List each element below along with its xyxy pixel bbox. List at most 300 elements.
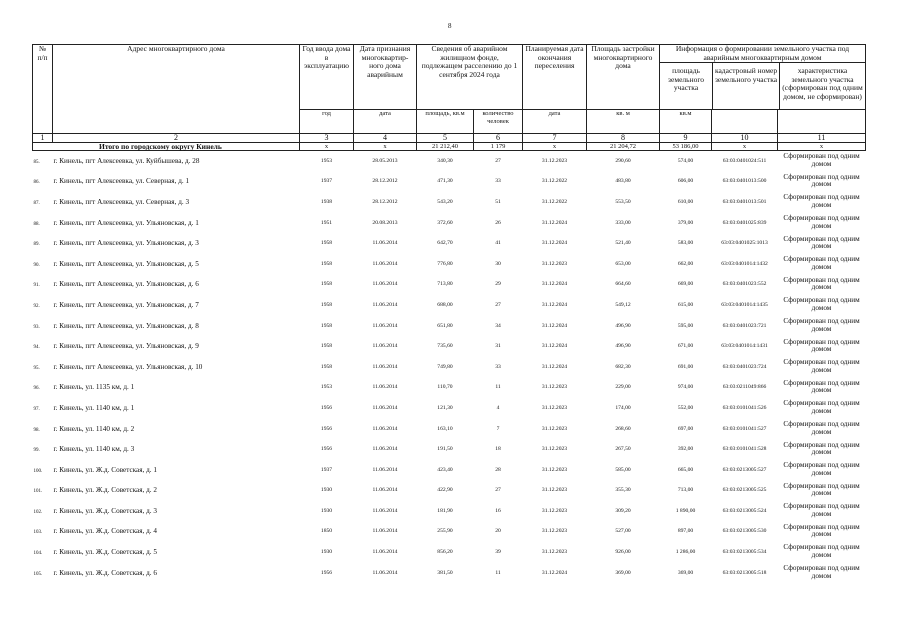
row-cadastral: 63:03:0213005:534: [722, 549, 767, 556]
row-building-area: 333,00: [615, 219, 631, 226]
row-building-area: 527,00: [615, 528, 631, 535]
row-year: 1956: [320, 425, 333, 432]
row-address: г. Кинель, ул. Ж.д. Советская, д. 1: [53, 465, 157, 474]
col-num: 7: [523, 134, 587, 143]
row-area: 372,60: [437, 219, 453, 226]
row-land-area: 615,00: [677, 301, 694, 308]
row-address: г. Кинель, ул. 1140 км, д. 1: [53, 403, 135, 412]
row-cadastral: 63:03:0101041:527: [722, 425, 767, 432]
table-body: [33, 151, 866, 583]
row-characteristic: Сформирован под одним домом: [783, 234, 860, 251]
row-year: 1958: [320, 240, 333, 247]
row-people: 11: [495, 384, 501, 391]
row-address-cell: [33, 315, 300, 336]
row-address-cell: [33, 418, 300, 439]
row-number: 86.: [33, 180, 40, 186]
header-number: № п/п: [33, 45, 53, 134]
row-building-area: 682,30: [615, 363, 631, 370]
header-emergency-fund: Сведения об аварийном жилищном фонде, подлежащем расселению до 1 сентября 2024 года: [417, 45, 523, 110]
table-row: [33, 315, 866, 336]
row-characteristic: Сформирован под одним домом: [783, 461, 860, 477]
row-characteristic: Сформирован под одним домом: [783, 564, 860, 580]
row-land-area: 574,00: [677, 158, 694, 165]
page-number: 8: [448, 22, 452, 30]
row-year: 1937: [320, 466, 333, 473]
row-area: 381,50: [437, 569, 453, 576]
table-row: [33, 253, 866, 274]
table-row: [33, 398, 866, 419]
table-row: [33, 171, 866, 192]
row-recognition-date: 11.06.2014: [372, 384, 398, 391]
row-recognition-date: 28.12.2012: [372, 178, 398, 185]
row-people: 27: [495, 487, 501, 494]
row-area: 191,50: [437, 446, 453, 453]
row-number: 95.: [33, 365, 40, 371]
header-resettlement-date: Планируемая дата окончания переселения: [523, 45, 587, 110]
row-people: 31: [495, 343, 501, 350]
table-row: [33, 480, 866, 501]
row-cadastral: 63:03:0213005:530: [722, 528, 767, 535]
emergency-housing-table: [32, 44, 866, 583]
row-resettle-date: 31.12.2024: [541, 219, 568, 226]
row-number: 105.: [33, 571, 43, 577]
row-address: г. Кинель, ул. Ж.д. Советская, д. 4: [53, 527, 157, 536]
table-row: [33, 501, 866, 522]
row-building-area: 585,00: [615, 466, 631, 473]
row-address-cell: [33, 562, 300, 583]
row-year: 1958: [320, 301, 333, 308]
row-number: 91.: [33, 283, 40, 289]
row-number: 92.: [33, 303, 40, 309]
row-resettle-date: 31.12.2023: [541, 549, 568, 556]
row-cadastral: 63:03:0401025:1013: [721, 240, 768, 247]
row-building-area: 483,80: [615, 178, 631, 185]
row-year: 1958: [320, 363, 333, 370]
row-address: г. Кинель, пгт Алексеевка, ул. Ульяновская, д. 6: [53, 280, 199, 289]
row-address: г. Кинель, пгт Алексеевка, ул. Куйбышева, д. 28: [53, 157, 200, 166]
row-characteristic: Сформирован под одним домом: [783, 543, 860, 560]
row-resettle-date: 31.12.2023: [541, 158, 568, 165]
row-recognition-date: 11.06.2014: [372, 528, 398, 535]
total-cadastral: x: [712, 143, 778, 151]
row-resettle-date: 31.12.2022: [541, 198, 568, 205]
row-land-area: 610,00: [677, 198, 694, 205]
col-num: 5: [417, 134, 474, 143]
row-year: 1953: [320, 384, 333, 391]
row-year: 1930: [320, 549, 333, 556]
row-people: 41: [495, 240, 501, 247]
row-building-area: 309,20: [615, 507, 631, 514]
row-address-cell: [33, 336, 300, 357]
row-characteristic: Сформирован под одним домом: [783, 193, 860, 209]
row-resettle-date: 31.12.2024: [541, 569, 568, 576]
unit-area: площадь, кв.м: [417, 110, 474, 134]
row-resettle-date: 31.12.2023: [541, 260, 568, 267]
row-resettle-date: 31.12.2023: [541, 466, 568, 473]
row-cadastral: 63:03:0101041:526: [722, 404, 767, 411]
row-number: 93.: [33, 324, 40, 330]
row-building-area: 496,90: [615, 322, 631, 329]
row-recognition-date: 11.06.2014: [372, 446, 398, 453]
row-cadastral: 63:03:0401013:500: [722, 178, 767, 185]
row-area: 110,70: [437, 384, 453, 391]
row-year: 1930: [320, 507, 333, 514]
row-recognition-date: 11.06.2014: [372, 425, 398, 432]
row-area: 713,80: [437, 281, 453, 288]
row-land-area: 669,00: [677, 281, 694, 288]
row-number: 103.: [33, 530, 43, 536]
header-land-area: площадь земельного участка: [660, 63, 713, 109]
row-address-cell: [33, 542, 300, 563]
table-row: [33, 274, 866, 295]
row-resettle-date: 31.12.2023: [541, 446, 568, 453]
row-characteristic: Сформирован под одним домом: [783, 316, 860, 333]
row-people: 30: [495, 260, 501, 267]
row-address-cell: [33, 480, 300, 501]
row-cadastral: 63:03:0101041:528: [722, 446, 767, 453]
row-area: 423,40: [437, 466, 453, 473]
row-land-area: 552,00: [677, 404, 694, 411]
row-cadastral: 63:03:0401023:724: [722, 363, 767, 370]
row-resettle-date: 31.12.2024: [541, 240, 568, 247]
row-land-area: 713,00: [677, 487, 694, 494]
row-resettle-date: 31.12.2023: [541, 425, 568, 432]
row-recognition-date: 11.06.2014: [372, 343, 398, 350]
header-land-info: [660, 45, 866, 110]
row-address-cell: [33, 439, 300, 460]
row-area: 255,90: [437, 528, 453, 535]
row-area: 735,60: [437, 343, 453, 350]
row-area: 471,30: [437, 178, 453, 185]
row-address: г. Кинель, ул. Ж.д. Советская, д. 6: [53, 568, 157, 577]
row-building-area: 229,00: [615, 384, 631, 391]
row-area: 340,30: [437, 158, 453, 165]
row-address-cell: [33, 212, 300, 233]
row-cadastral: 63:03:0401023:721: [722, 322, 767, 329]
row-building-area: 926,00: [615, 549, 631, 556]
row-area: 856,20: [437, 549, 453, 556]
row-recognition-date: 11.06.2014: [372, 507, 398, 514]
row-recognition-date: 11.06.2014: [372, 404, 398, 411]
row-area: 651,80: [437, 322, 453, 329]
table-row: [33, 562, 866, 583]
table-row: [33, 459, 866, 480]
row-area: 749,80: [437, 363, 453, 370]
row-land-area: 697,00: [677, 425, 694, 432]
row-cadastral: 63:03:0401014:1432: [721, 260, 768, 267]
row-address: г. Кинель, пгт Алексеевка, ул. Ульяновская, д. 9: [53, 342, 199, 351]
unit-people: количество человек: [474, 110, 523, 134]
row-number: 104.: [33, 551, 43, 557]
total-build-area: 21 204,72: [587, 143, 660, 151]
row-people: 28: [495, 466, 501, 473]
row-area: 776,80: [437, 260, 453, 267]
row-year: 1850: [320, 528, 333, 535]
row-land-area: 691,00: [677, 363, 694, 370]
row-area: 543,20: [437, 198, 453, 205]
row-recognition-date: 28.12.2012: [372, 198, 398, 205]
row-characteristic: Сформирован под одним домом: [783, 378, 860, 395]
row-address: г. Кинель, пгт Алексеевка, ул. Северная, д. 3: [53, 197, 190, 206]
total-date: x: [354, 143, 417, 151]
row-people: 27: [495, 158, 501, 165]
row-land-area: 369,00: [677, 569, 694, 576]
row-characteristic: Сформирован под одним домом: [783, 440, 860, 457]
row-year: 1930: [320, 487, 333, 494]
row-people: 27: [495, 301, 501, 308]
row-land-area: 665,00: [677, 466, 694, 473]
col-num: 8: [587, 134, 660, 143]
row-address: г. Кинель, ул. 1140 км, д. 2: [53, 424, 135, 433]
row-building-area: 268,60: [615, 425, 631, 432]
table-row: [33, 439, 866, 460]
row-recognition-date: 11.06.2014: [372, 569, 398, 576]
col-num: 10: [712, 134, 778, 143]
row-cadastral: 63:03:0213005:527: [722, 466, 767, 473]
header-recognition-date: Дата признания многоквартир-ного дома аварийным: [354, 45, 417, 110]
row-people: 39: [495, 549, 501, 556]
row-characteristic: Сформирован под одним домом: [783, 399, 860, 415]
row-recognition-date: 11.06.2014: [372, 466, 398, 473]
total-land-area: 53 186,00: [660, 143, 712, 151]
row-address: г. Кинель, пгт Алексеевка, ул. Ульяновская, д. 7: [53, 300, 199, 309]
row-number: 99.: [33, 448, 40, 454]
row-address: г. Кинель, ул. Ж.д. Советская, д. 3: [53, 506, 157, 515]
row-cadastral: 63:03:0401024:511: [722, 158, 767, 165]
row-number: 96.: [33, 386, 40, 392]
unit-date: дата: [354, 110, 417, 134]
row-number: 87.: [33, 200, 40, 206]
row-land-area: 379,00: [677, 219, 694, 226]
row-number: 98.: [33, 427, 40, 433]
row-address: г. Кинель, пгт Алексеевка, ул. Ульяновская, д. 5: [53, 259, 199, 268]
total-label: Итого по городскому округу Кинель: [33, 143, 300, 151]
header-building-area: Площадь застройки многоквартирного дома: [587, 45, 660, 110]
table-row: [33, 377, 866, 398]
row-year: 1956: [320, 404, 333, 411]
header-address: Адрес многоквартирного дома: [53, 45, 300, 134]
row-people: 33: [495, 178, 501, 185]
row-people: 29: [495, 281, 501, 288]
row-characteristic: Сформирован под одним домом: [783, 522, 860, 539]
row-address: г. Кинель, ул. 1135 км, д. 1: [53, 383, 135, 392]
row-people: 11: [495, 569, 501, 576]
row-year: 1937: [320, 178, 333, 185]
row-address-cell: [33, 521, 300, 542]
row-recognition-date: 11.06.2014: [372, 549, 398, 556]
table-row: [33, 336, 866, 357]
row-cadastral: 63:03:0401025:839: [722, 219, 767, 226]
row-characteristic: Сформирован под одним домом: [783, 172, 860, 189]
row-address: г. Кинель, ул. Ж.д. Советская, д. 5: [53, 548, 157, 557]
row-people: 33: [495, 363, 501, 370]
row-address-cell: [33, 356, 300, 377]
row-recognition-date: 11.06.2014: [372, 240, 398, 247]
unit-year: год: [300, 110, 354, 134]
row-recognition-date: 11.06.2014: [372, 322, 398, 329]
row-recognition-date: 11.06.2014: [372, 281, 398, 288]
row-land-area: 671,00: [677, 343, 694, 350]
row-characteristic: Сформирован под одним домом: [783, 296, 860, 312]
row-building-area: 653,00: [615, 260, 631, 267]
row-people: 34: [495, 322, 501, 329]
header-year: Год ввода дома в эксплуатацию: [300, 45, 354, 110]
row-characteristic: Сформирован под одним домом: [783, 275, 860, 292]
row-address-cell: [33, 459, 300, 480]
total-characteristic: x: [778, 143, 866, 151]
row-characteristic: Сформирован под одним домом: [783, 213, 860, 230]
row-cadastral: 63:03:0401014:1431: [721, 343, 768, 350]
table-row: [33, 521, 866, 542]
row-recognition-date: 11.06.2014: [372, 363, 398, 370]
row-resettle-date: 31.12.2023: [541, 507, 568, 514]
row-characteristic: Сформирован под одним домом: [783, 255, 860, 271]
row-people: 7: [496, 425, 500, 432]
row-land-area: 1 286,00: [675, 549, 696, 556]
row-number: 102.: [33, 509, 43, 515]
row-cadastral: 63:03:0213005:525: [722, 487, 767, 494]
row-cadastral: 63:03:0213005:518: [722, 569, 767, 576]
row-year: 1956: [320, 569, 333, 576]
row-resettle-date: 31.12.2023: [541, 487, 568, 494]
row-building-area: 369,00: [615, 569, 631, 576]
row-building-area: 553,50: [615, 198, 631, 205]
row-area: 642,70: [437, 240, 453, 247]
row-building-area: 549,12: [615, 301, 631, 308]
total-people: 1 179: [474, 143, 523, 151]
row-land-area: 606,00: [677, 178, 694, 185]
row-land-area: 974,00: [677, 384, 694, 391]
col-num: 6: [474, 134, 523, 143]
table-row: [33, 542, 866, 563]
row-address: г. Кинель, пгт Алексеевка, ул. Ульяновская, д. 1: [53, 218, 199, 227]
row-building-area: 290,60: [615, 158, 631, 165]
row-area: 121,30: [437, 404, 453, 411]
col-num: 3: [300, 134, 354, 143]
row-recognition-date: 11.06.2014: [372, 260, 398, 267]
row-number: 89.: [33, 242, 40, 248]
row-resettle-date: 31.12.2024: [541, 322, 568, 329]
row-people: 18: [495, 446, 501, 453]
row-recognition-date: 11.06.2014: [372, 487, 398, 494]
row-year: 1958: [320, 260, 333, 267]
table-row: [33, 356, 866, 377]
row-characteristic: Сформирован под одним домом: [783, 419, 860, 436]
row-address-cell: [33, 501, 300, 522]
row-recognition-date: 28.05.2013: [372, 158, 398, 165]
row-address: г. Кинель, ул. Ж.д. Советская, д. 2: [53, 486, 157, 495]
table-row: [33, 418, 866, 439]
row-recognition-date: 11.06.2014: [372, 301, 398, 308]
row-number: 90.: [33, 262, 40, 268]
row-year: 1951: [320, 219, 333, 226]
row-cadastral: 63:03:0401023:552: [722, 281, 767, 288]
row-year: 1958: [320, 343, 333, 350]
row-address-cell: [33, 253, 300, 274]
row-number: 85.: [33, 160, 40, 166]
table-row: [33, 192, 866, 213]
row-address: г. Кинель, ул. 1140 км, д. 3: [53, 445, 135, 454]
header-cadastral: кадастровый номер земельного участка: [713, 63, 780, 109]
unit-sqm: кв. м: [587, 110, 660, 134]
row-address-cell: [33, 192, 300, 213]
col-num: 2: [53, 134, 300, 143]
row-land-area: 897,00: [677, 528, 694, 535]
row-building-area: 521,40: [615, 240, 631, 247]
row-building-area: 174,00: [615, 404, 631, 411]
row-area: 688,00: [437, 301, 453, 308]
row-people: 20: [495, 528, 501, 535]
row-address-cell: [33, 398, 300, 419]
row-building-area: 496,90: [615, 343, 631, 350]
row-area: 163,10: [437, 425, 453, 432]
col-num: 11: [778, 134, 866, 143]
row-characteristic: Сформирован под одним домом: [783, 337, 860, 354]
row-characteristic: Сформирован под одним домом: [783, 502, 860, 518]
row-land-area: 583,00: [677, 240, 694, 247]
row-address-cell: [33, 171, 300, 192]
row-cadastral: 63:03:0211049:866: [722, 384, 767, 391]
row-recognition-date: 20.08.2013: [372, 219, 398, 226]
row-address: г. Кинель, пгт Алексеевка, ул. Ульяновская, д. 10: [53, 362, 203, 371]
total-year: x: [300, 143, 354, 151]
row-address-cell: [33, 151, 300, 172]
row-land-area: 662,00: [677, 260, 694, 267]
col-num: 9: [660, 134, 712, 143]
row-cadastral: 63:03:0401014:1435: [721, 301, 768, 308]
row-year: 1938: [320, 198, 333, 205]
total-row: [33, 143, 866, 151]
col-num: 4: [354, 134, 417, 143]
row-resettle-date: 31.12.2023: [541, 384, 568, 391]
row-land-area: 1 890,00: [675, 507, 696, 514]
row-area: 181,90: [437, 507, 453, 514]
table-row: [33, 151, 866, 172]
row-number: 97.: [33, 406, 40, 412]
table-row: [33, 212, 866, 233]
row-address-cell: [33, 233, 300, 254]
table-row: [33, 295, 866, 316]
row-people: 16: [495, 507, 501, 514]
header-land-info-title: Информация о формировании земельного участка под аварийным многоквартирным домом: [660, 45, 865, 63]
row-address-cell: [33, 377, 300, 398]
row-year: 1953: [320, 158, 333, 165]
row-resettle-date: 31.12.2024: [541, 343, 568, 350]
row-people: 4: [496, 404, 500, 411]
unit-date2: дата: [523, 110, 587, 134]
row-number: 88.: [33, 221, 40, 227]
row-address-cell: [33, 274, 300, 295]
row-characteristic: Сформирован под одним домом: [783, 358, 860, 374]
col-num: 1: [33, 134, 53, 143]
row-characteristic: Сформирован под одним домом: [783, 481, 860, 498]
unit-sqm2: кв.м: [660, 110, 712, 134]
row-resettle-date: 31.12.2022: [541, 178, 568, 185]
row-number: 101.: [33, 489, 43, 495]
total-resettle: x: [523, 143, 587, 151]
row-resettle-date: 31.12.2023: [541, 528, 568, 535]
row-people: 51: [495, 198, 501, 205]
row-number: 94.: [33, 345, 40, 351]
row-year: 1956: [320, 446, 333, 453]
row-address: г. Кинель, пгт Алексеевка, ул. Ульяновская, д. 8: [53, 321, 199, 330]
row-building-area: 664,60: [615, 281, 631, 288]
row-land-area: 595,00: [677, 322, 694, 329]
row-number: 100.: [33, 468, 43, 474]
row-address: г. Кинель, пгт Алексеевка, ул. Ульяновская, д. 3: [53, 239, 199, 248]
row-resettle-date: 31.12.2024: [541, 363, 568, 370]
row-characteristic: Сформирован под одним домом: [783, 152, 860, 169]
